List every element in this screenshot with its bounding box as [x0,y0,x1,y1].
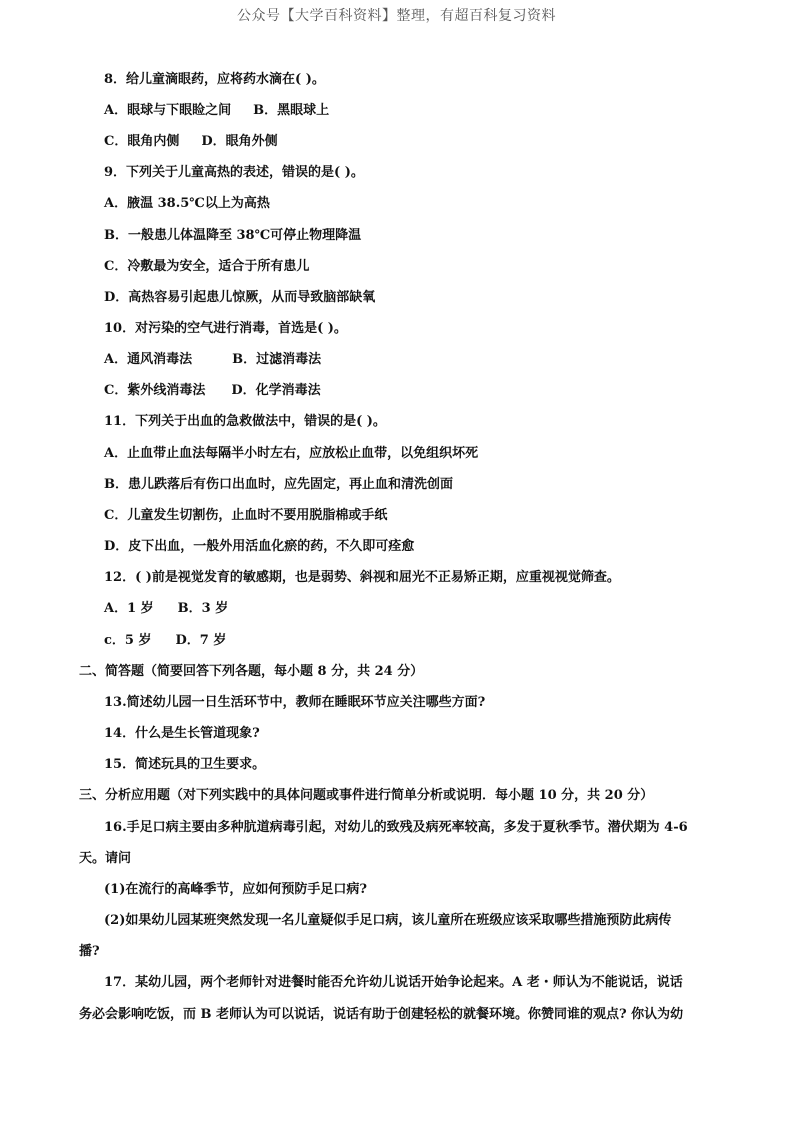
q9-option-d: D．高热容易引起患儿惊厥，从而导致脑部缺氧 [104,290,376,305]
question-16-sub-2-line-1: (2)如果幼儿园某班突然发现一名儿童疑似手足口病，该儿童所在班级应该采取哪些措施预防此病传 [104,913,672,928]
header-note: 公众号【大学百科资料】整理，有超百科复习资料 [237,8,556,24]
question-8-options-ab [104,102,329,120]
question-10-stem: 10．对污染的空气进行消毒，首选是( )。 [104,321,347,336]
q10-option-c: C．紫外线消毒法 [104,383,206,398]
q9-option-b: B．一般患儿体温降至 38℃可停止物理降温 [104,228,362,243]
section-2-heading: 二、简答题（简要回答下列各题，每小题 8 分，共 24 分） [79,664,424,679]
q12-option-c: c．5 岁 [104,633,152,648]
q8-option-a: A．眼球与下眼睑之间 [104,103,232,118]
q10-option-d: D．化学消毒法 [231,383,321,398]
question-16-sub-1: (1)在流行的高峰季节，应如何预防手足口病? [104,882,367,897]
question-10-options-cd [104,382,321,400]
question-8-options-cd [104,133,278,151]
question-16-sub-2-line-2: 播? [79,944,100,959]
question-16-line-2: 天。请问 [79,851,132,866]
question-10-options-ab [104,351,321,369]
q9-option-c: C．冷敷最为安全，适合于所有患儿 [104,259,310,274]
question-12-stem: 12．( )前是视觉发育的敏感期，也是弱势、斜视和屈光不正易矫正期，应重视视觉筛查。 [104,570,620,585]
q10-option-b: B．过滤消毒法 [232,352,322,367]
question-17-line-2: 务必会影响吃饭，而 B 老师认为可以说话，说话有助于创建轻松的就餐环境。你赞同谁的观点? 你认为幼 [79,1007,684,1022]
q12-option-a: A．1 岁 [104,601,154,616]
question-9-stem: 9．下列关于儿童高热的表述，错误的是( )。 [104,165,364,180]
question-13: 13.简述幼儿园一日生活环节中，教师在睡眠环节应关注哪些方面? [104,695,486,710]
question-12-options-ab [104,600,228,618]
question-17-line-1: 17．某幼儿园，两个老师针对进餐时能否允许幼儿说话开始争论起来。A 老・师认为不能说话，说话 [104,975,683,990]
question-11-stem: 11．下列关于出血的急救做法中，错误的是( )。 [104,414,386,429]
section-3-heading: 三、分析应用题（对下列实践中的具体问题或事件进行简单分析或说明．每小题 10 分，共 20 分） [79,788,654,803]
q8-option-c: C．眼角内侧 [104,134,180,149]
q9-option-a: A．腋温 38.5℃以上为高热 [104,196,270,211]
q12-option-d: D．7 岁 [175,633,227,648]
question-15: 15．简述玩具的卫生要求。 [104,757,266,772]
q12-option-b: B．3 岁 [177,601,229,616]
question-8-stem: 8．给儿童滴眼药，应将药水滴在( )。 [104,72,325,87]
q11-option-b: B．患儿跌落后有伤口出血时，应先固定，再止血和清洗创面 [104,477,453,492]
q8-option-b: B．黑眼球上 [253,103,330,118]
question-12-options-cd [104,632,226,650]
q11-option-a: A．止血带止血法每隔半小时左右，应放松止血带，以免组织坏死 [104,446,479,461]
question-14: 14．什么是生长管道现象? [104,726,260,741]
q8-option-d: D．眼角外侧 [201,134,278,149]
q10-option-a: A．通风消毒法 [104,352,193,367]
q11-option-d: D．皮下出血，一般外用活血化瘀的药，不久即可痊愈 [104,539,415,554]
q11-option-c: C．儿童发生切割伤，止血时不要用脱脂棉或手纸 [104,508,388,523]
question-16-line-1: 16.手足口病主要由多种肮道病毒引起，对幼儿的致残及病死率较高，多发于夏秋季节。潜伏期为 4-6 [104,820,688,835]
